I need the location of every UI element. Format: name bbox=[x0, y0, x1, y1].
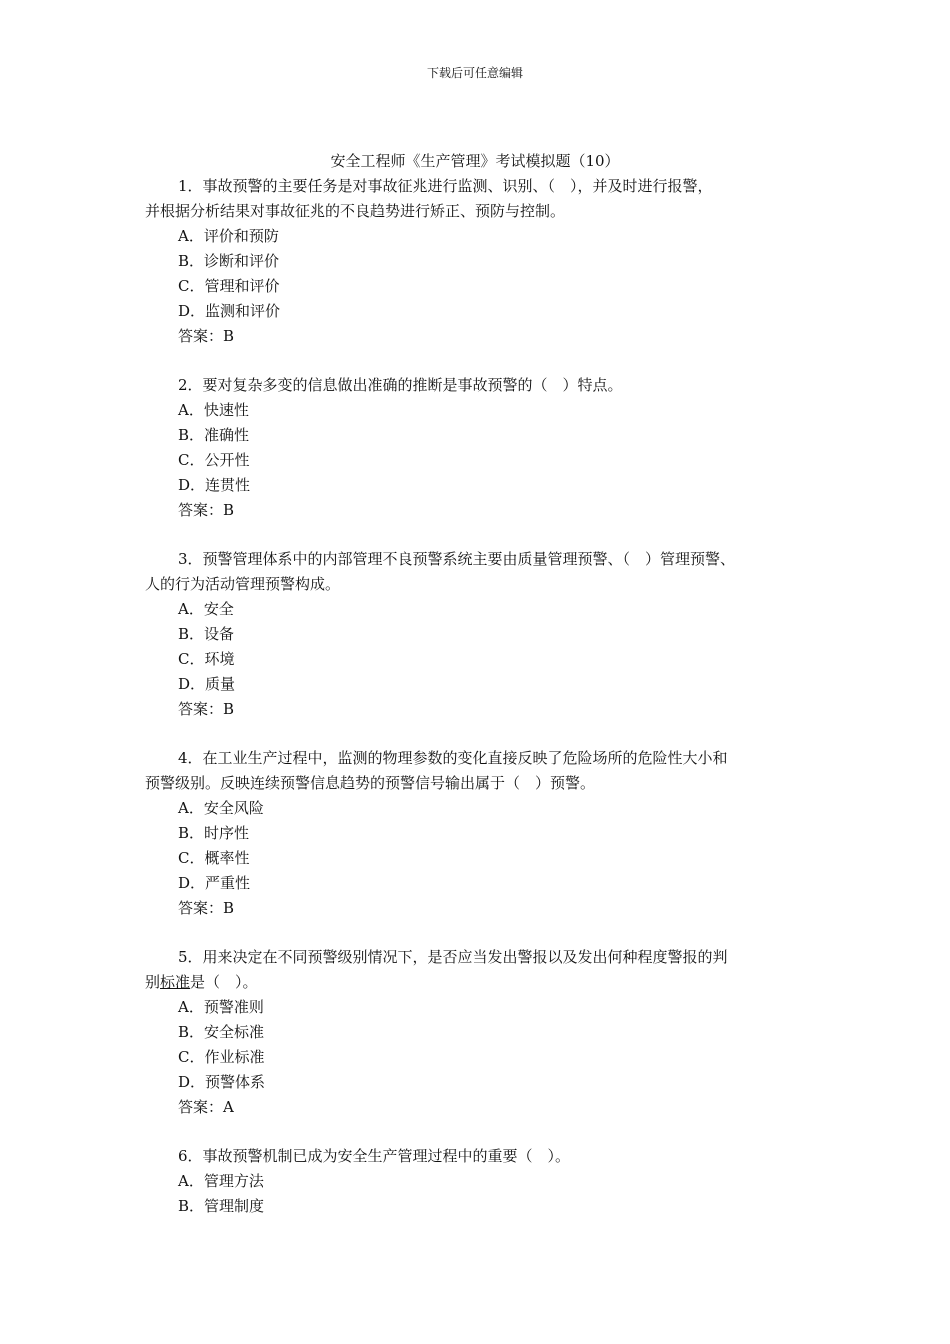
question-stem-line: 并根据分析结果对事故征兆的不良趋势进行矫正、预防与控制。 bbox=[145, 202, 566, 220]
answer: 答案：B bbox=[178, 327, 235, 345]
option-a: A．预警准则 bbox=[178, 998, 264, 1016]
question-2 bbox=[145, 373, 815, 523]
question-stem-line: 预警级别。反映连续预警信息趋势的预警信号输出属于（ ）预警。 bbox=[145, 774, 596, 792]
option-c: C．管理和评价 bbox=[178, 277, 280, 295]
option-b: B．诊断和评价 bbox=[178, 252, 280, 270]
option-c: C．环境 bbox=[178, 650, 235, 668]
answer: 答案：B bbox=[178, 899, 235, 917]
option-a: A．管理方法 bbox=[178, 1172, 264, 1190]
option-d: D．连贯性 bbox=[178, 476, 251, 494]
option-b: B．安全标准 bbox=[178, 1023, 265, 1041]
option-a: A．评价和预防 bbox=[178, 227, 279, 245]
option-d: D．严重性 bbox=[178, 874, 251, 892]
question-6 bbox=[145, 1144, 815, 1219]
option-d: D．预警体系 bbox=[178, 1073, 266, 1091]
option-b: B．准确性 bbox=[178, 426, 250, 444]
page-header: 下载后可任意编辑 bbox=[426, 66, 523, 80]
option-b: B．设备 bbox=[178, 625, 235, 643]
document-body bbox=[145, 174, 815, 1243]
document-title: 安全工程师《生产管理》考试模拟题（10） bbox=[330, 152, 620, 170]
answer: 答案：B bbox=[178, 700, 235, 718]
option-a: A．快速性 bbox=[178, 401, 249, 419]
option-c: C．公开性 bbox=[178, 451, 250, 469]
question-stem-line: 6．事故预警机制已成为安全生产管理过程中的重要（ ）。 bbox=[178, 1147, 571, 1165]
question-4 bbox=[145, 746, 815, 921]
question-stem-line bbox=[145, 970, 815, 995]
question-3 bbox=[145, 547, 815, 722]
question-5 bbox=[145, 945, 815, 1120]
question-stem-line: 3．预警管理体系中的内部管理不良预警系统主要由质量管理预警、（ ）管理预警、 bbox=[178, 550, 736, 568]
question-1 bbox=[145, 174, 815, 349]
option-a: A．安全 bbox=[178, 600, 234, 618]
option-c: C．作业标准 bbox=[178, 1048, 265, 1066]
underlined-term[interactable]: 标准 bbox=[160, 973, 191, 991]
stem-text: 是（ ）。 bbox=[190, 973, 258, 991]
option-d: D．质量 bbox=[178, 675, 236, 693]
option-c: C．概率性 bbox=[178, 849, 250, 867]
question-stem-line: 1．事故预警的主要任务是对事故征兆进行监测、识别、（ ），并及时进行报警， bbox=[178, 177, 713, 195]
question-stem-line: 5．用来决定在不同预警级别情况下，是否应当发出警报以及发出何种程度警报的判 bbox=[178, 948, 728, 966]
question-stem-line: 2．要对复杂多变的信息做出准确的推断是事故预警的（ ）特点。 bbox=[178, 376, 623, 394]
option-d: D．监测和评价 bbox=[178, 302, 281, 320]
question-stem-line: 人的行为活动管理预警构成。 bbox=[145, 575, 341, 593]
option-a: A．安全风险 bbox=[178, 799, 264, 817]
answer: 答案：A bbox=[178, 1098, 234, 1116]
answer: 答案：B bbox=[178, 501, 235, 519]
stem-text: 别 bbox=[145, 973, 161, 991]
option-b: B．时序性 bbox=[178, 824, 250, 842]
option-b: B．管理制度 bbox=[178, 1197, 265, 1215]
question-stem-line: 4．在工业生产过程中，监测的物理参数的变化直接反映了危险场所的危险性大小和 bbox=[178, 749, 728, 767]
